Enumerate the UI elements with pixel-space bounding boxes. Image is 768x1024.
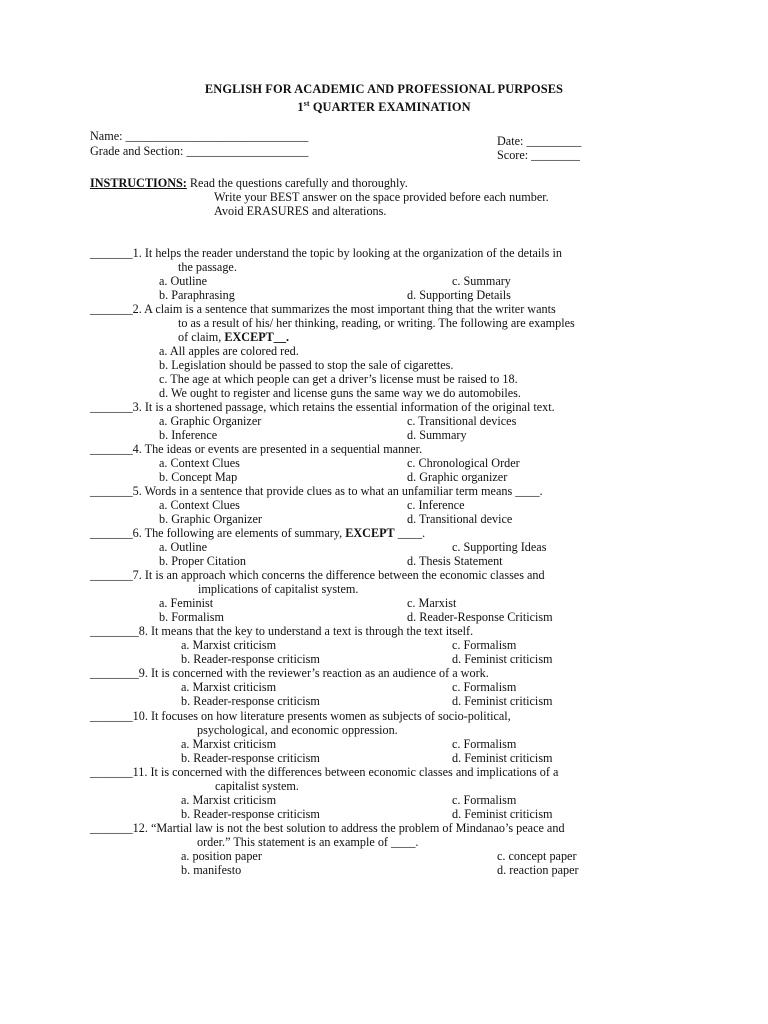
question-3-stem: _______3. It is a shortened passage, which retains the essential information of the original text. — [90, 400, 555, 414]
score-field[interactable]: Score: ________ — [497, 148, 580, 162]
q1-option-c: c. Summary — [452, 274, 511, 288]
question-11 — [90, 765, 690, 793]
q6-option-d: d. Thesis Statement — [407, 554, 503, 568]
q11-option-c: c. Formalism — [452, 793, 517, 807]
q9-option-b: b. Reader-response criticism — [181, 694, 320, 708]
q1-option-a: a. Outline — [159, 274, 208, 288]
q2-option-a: a. All apples are colored red. — [159, 344, 299, 358]
question-10-stem: _______10. It focuses on how literature presents women as subjects of socio-political, — [90, 709, 511, 723]
q8-option-c: c. Formalism — [452, 638, 517, 652]
q11-option-b: b. Reader-response criticism — [181, 807, 320, 821]
grade-section-field[interactable]: Grade and Section: ____________________ — [90, 144, 309, 158]
q4-option-d: d. Graphic organizer — [407, 470, 508, 484]
instructions-line-3: Avoid ERASURES and alterations. — [214, 204, 387, 218]
question-1 — [90, 246, 690, 274]
question-2 — [90, 302, 690, 344]
question-4-stem: _______4. The ideas or events are presented in a sequential manner. — [90, 442, 423, 456]
question-5-stem: _______5. Words in a sentence that provide clues as to what an unfamiliar term means ____. — [90, 484, 543, 498]
question-6-except: EXCEPT — [345, 526, 395, 540]
q9-option-c: c. Formalism — [452, 680, 517, 694]
instructions-line-2: Write your BEST answer on the space provided before each number. — [214, 190, 549, 204]
exam-title: ENGLISH FOR ACADEMIC AND PROFESSIONAL PURPOSES — [204, 82, 564, 96]
instructions-label: INSTRUCTIONS: — [90, 176, 187, 190]
q12-option-b: b. manifesto — [181, 863, 242, 877]
q3-option-b: b. Inference — [159, 428, 218, 442]
question-2-cont: to as a result of his/ her thinking, reading, or writing. The following are examples — [178, 316, 575, 330]
q8-option-d: d. Feminist criticism — [452, 652, 553, 666]
question-4 — [90, 442, 690, 456]
instructions-text-1: Read the questions carefully and thoroughly. — [186, 176, 408, 190]
q5-option-a: a. Context Clues — [159, 498, 240, 512]
question-9-stem: ________9. It is concerned with the reviewer’s reaction as an audience of a work. — [90, 666, 489, 680]
q2-option-c: c. The age at which people can get a driver’s license must be raised to 18. — [159, 372, 518, 386]
question-3 — [90, 400, 690, 414]
quarter-number: 1 — [297, 100, 304, 114]
q7-option-c: c. Marxist — [407, 596, 457, 610]
question-6 — [90, 526, 690, 540]
q6-option-c: c. Supporting Ideas — [452, 540, 547, 554]
q4-option-c: c. Chronological Order — [407, 456, 520, 470]
question-6-text: _______6. The following are elements of summary, — [90, 526, 346, 540]
q8-option-a: a. Marxist criticism — [181, 638, 277, 652]
q3-option-c: c. Transitional devices — [407, 414, 517, 428]
question-2-cont-text: of claim, — [178, 330, 225, 344]
question-7-cont: implications of capitalist system. — [198, 582, 359, 596]
question-2-cont-2 — [90, 330, 690, 344]
question-9 — [90, 666, 690, 680]
question-5 — [90, 484, 690, 498]
q4-option-b: b. Concept Map — [159, 470, 238, 484]
quarter-label: QUARTER EXAMINATION — [312, 100, 471, 114]
q6-option-b: b. Proper Citation — [159, 554, 246, 568]
question-10-cont: psychological, and economic oppression. — [197, 723, 398, 737]
q1-option-b: b. Paraphrasing — [159, 288, 235, 302]
q1-option-d: d. Supporting Details — [407, 288, 511, 302]
q5-option-c: c. Inference — [407, 498, 465, 512]
question-7 — [90, 568, 690, 596]
question-8-stem: ________8. It means that the key to understand a text is through the text itself. — [90, 624, 474, 638]
instructions-line-1 — [90, 176, 408, 190]
question-1-cont: the passage. — [178, 260, 237, 274]
question-2-stem: _______2. A claim is a sentence that summarizes the most important thing that the writer wants — [90, 302, 556, 316]
q3-option-d: d. Summary — [407, 428, 467, 442]
question-1-stem: _______1. It helps the reader understand the topic by looking at the organization of the details in — [90, 246, 562, 260]
question-12-cont: order.” This statement is an example of ____. — [197, 835, 419, 849]
q2-option-d: d. We ought to register and license guns the same way we do automobiles. — [159, 386, 521, 400]
q10-option-d: d. Feminist criticism — [452, 751, 553, 765]
q11-option-d: d. Feminist criticism — [452, 807, 553, 821]
question-2-except: EXCEPT__. — [224, 330, 290, 344]
quarter-ordinal: st — [303, 98, 310, 108]
question-8 — [90, 624, 690, 638]
q4-option-a: a. Context Clues — [159, 456, 240, 470]
q6-option-a: a. Outline — [159, 540, 208, 554]
question-6-blank: ____. — [394, 526, 426, 540]
q12-option-a: a. position paper — [181, 849, 262, 863]
q11-option-a: a. Marxist criticism — [181, 793, 277, 807]
q5-option-b: b. Graphic Organizer — [159, 512, 262, 526]
q10-option-c: c. Formalism — [452, 737, 517, 751]
question-7-stem: _______7. It is an approach which concerns the difference between the economic classes and — [90, 568, 545, 582]
q7-option-a: a. Feminist — [159, 596, 214, 610]
question-11-cont: capitalist system. — [215, 779, 299, 793]
q7-option-b: b. Formalism — [159, 610, 225, 624]
date-field[interactable]: Date: _________ — [497, 134, 582, 148]
question-11-stem: _______11. It is concerned with the differences between economic classes and implications of a — [90, 765, 559, 779]
q12-option-d: d. reaction paper — [497, 863, 579, 877]
q5-option-d: d. Transitional device — [407, 512, 513, 526]
q7-option-d: d. Reader-Response Criticism — [407, 610, 553, 624]
q9-option-a: a. Marxist criticism — [181, 680, 277, 694]
q9-option-d: d. Feminist criticism — [452, 694, 553, 708]
q10-option-a: a. Marxist criticism — [181, 737, 277, 751]
exam-subtitle — [0, 100, 768, 115]
q12-option-c: c. concept paper — [497, 849, 577, 863]
name-field[interactable]: Name: ______________________________ — [90, 129, 309, 143]
q2-option-b: b. Legislation should be passed to stop the sale of cigarettes. — [159, 358, 454, 372]
question-12-stem: _______12. “Martial law is not the best solution to address the problem of Mindanao’s peace and — [90, 821, 565, 835]
q10-option-b: b. Reader-response criticism — [181, 751, 320, 765]
q3-option-a: a. Graphic Organizer — [159, 414, 262, 428]
question-6-stem — [90, 526, 690, 540]
q8-option-b: b. Reader-response criticism — [181, 652, 320, 666]
question-12 — [90, 821, 690, 849]
question-10 — [90, 709, 690, 737]
